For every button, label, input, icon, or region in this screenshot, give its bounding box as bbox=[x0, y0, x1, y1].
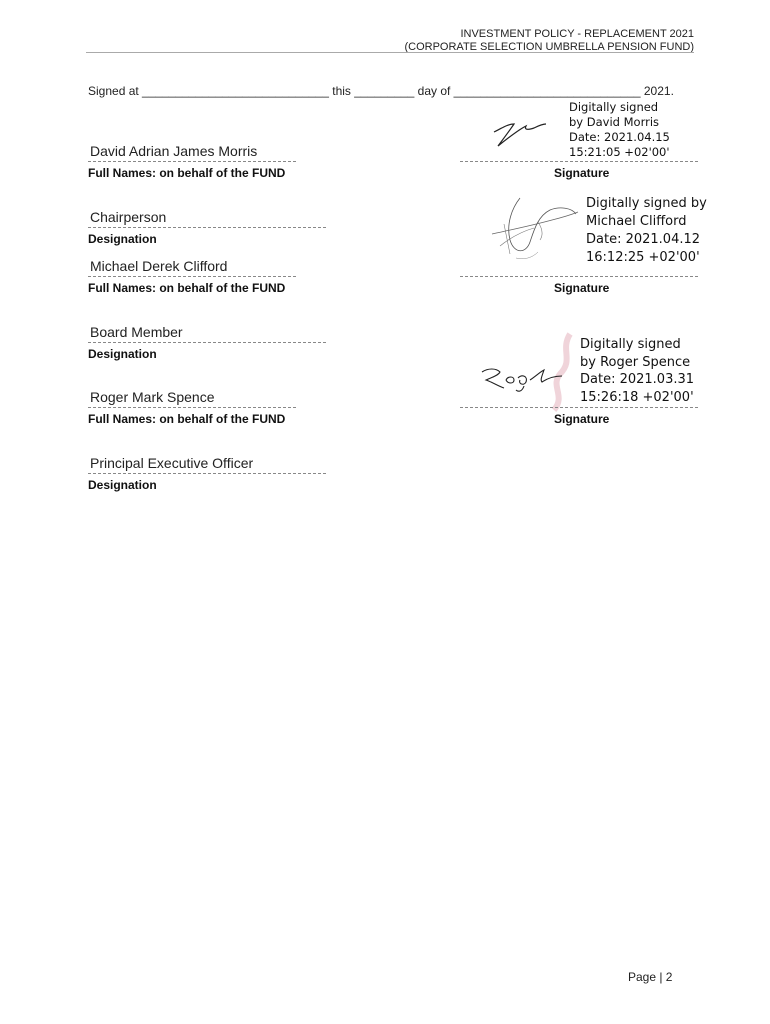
designation-underline bbox=[88, 473, 326, 474]
full-names-caption: Full Names: on behalf of the FUND bbox=[88, 412, 286, 426]
document-header bbox=[404, 28, 694, 54]
signature-caption: Signature bbox=[554, 412, 610, 426]
header-title: INVESTMENT POLICY - REPLACEMENT 2021 bbox=[460, 28, 694, 40]
designation-chairperson: Chairperson bbox=[90, 209, 167, 225]
digital-signature-stamp: Digitally signed by Michael Clifford Date: 2021.04.12 16:12:25 +02'00' bbox=[586, 196, 707, 265]
header-subtitle: (CORPORATE SELECTION UMBRELLA PENSION FUND) bbox=[404, 41, 694, 53]
signed-at-line: Signed at ____________________________ this _________ day of ____________________________ 2021. bbox=[88, 84, 674, 98]
signature-image-david bbox=[488, 112, 550, 152]
designation-underline bbox=[88, 227, 326, 228]
page-number: Page | 2 bbox=[628, 970, 673, 984]
signature-image-michael bbox=[490, 188, 582, 270]
full-names-caption: Full Names: on behalf of the FUND bbox=[88, 281, 286, 295]
signature-underline bbox=[460, 407, 698, 408]
header-rule bbox=[86, 52, 694, 53]
designation-caption: Designation bbox=[88, 232, 157, 246]
designation-underline bbox=[88, 342, 326, 343]
designation-board-member: Board Member bbox=[90, 324, 183, 340]
signature-underline bbox=[460, 276, 698, 277]
designation-caption: Designation bbox=[88, 478, 157, 492]
full-names-caption: Full Names: on behalf of the FUND bbox=[88, 166, 286, 180]
full-name-roger: Roger Mark Spence bbox=[90, 389, 215, 405]
designation-caption: Designation bbox=[88, 347, 157, 361]
signature-underline bbox=[460, 161, 698, 162]
signature-image-roger bbox=[478, 362, 568, 396]
signature-caption: Signature bbox=[554, 166, 610, 180]
digital-signature-stamp: Digitally signed by David Morris Date: 2021.04.15 15:21:05 +02'00' bbox=[569, 100, 670, 159]
designation-principal-executive-officer: Principal Executive Officer bbox=[90, 455, 254, 471]
signature-caption: Signature bbox=[554, 281, 610, 295]
digital-signature-stamp: Digitally signed by Roger Spence Date: 2021.03.31 15:26:18 +02'00' bbox=[580, 337, 695, 405]
full-name-michael: Michael Derek Clifford bbox=[90, 258, 228, 274]
name-underline bbox=[88, 161, 296, 162]
name-underline bbox=[88, 407, 296, 408]
name-underline bbox=[88, 276, 296, 277]
full-name-david: David Adrian James Morris bbox=[90, 143, 258, 159]
